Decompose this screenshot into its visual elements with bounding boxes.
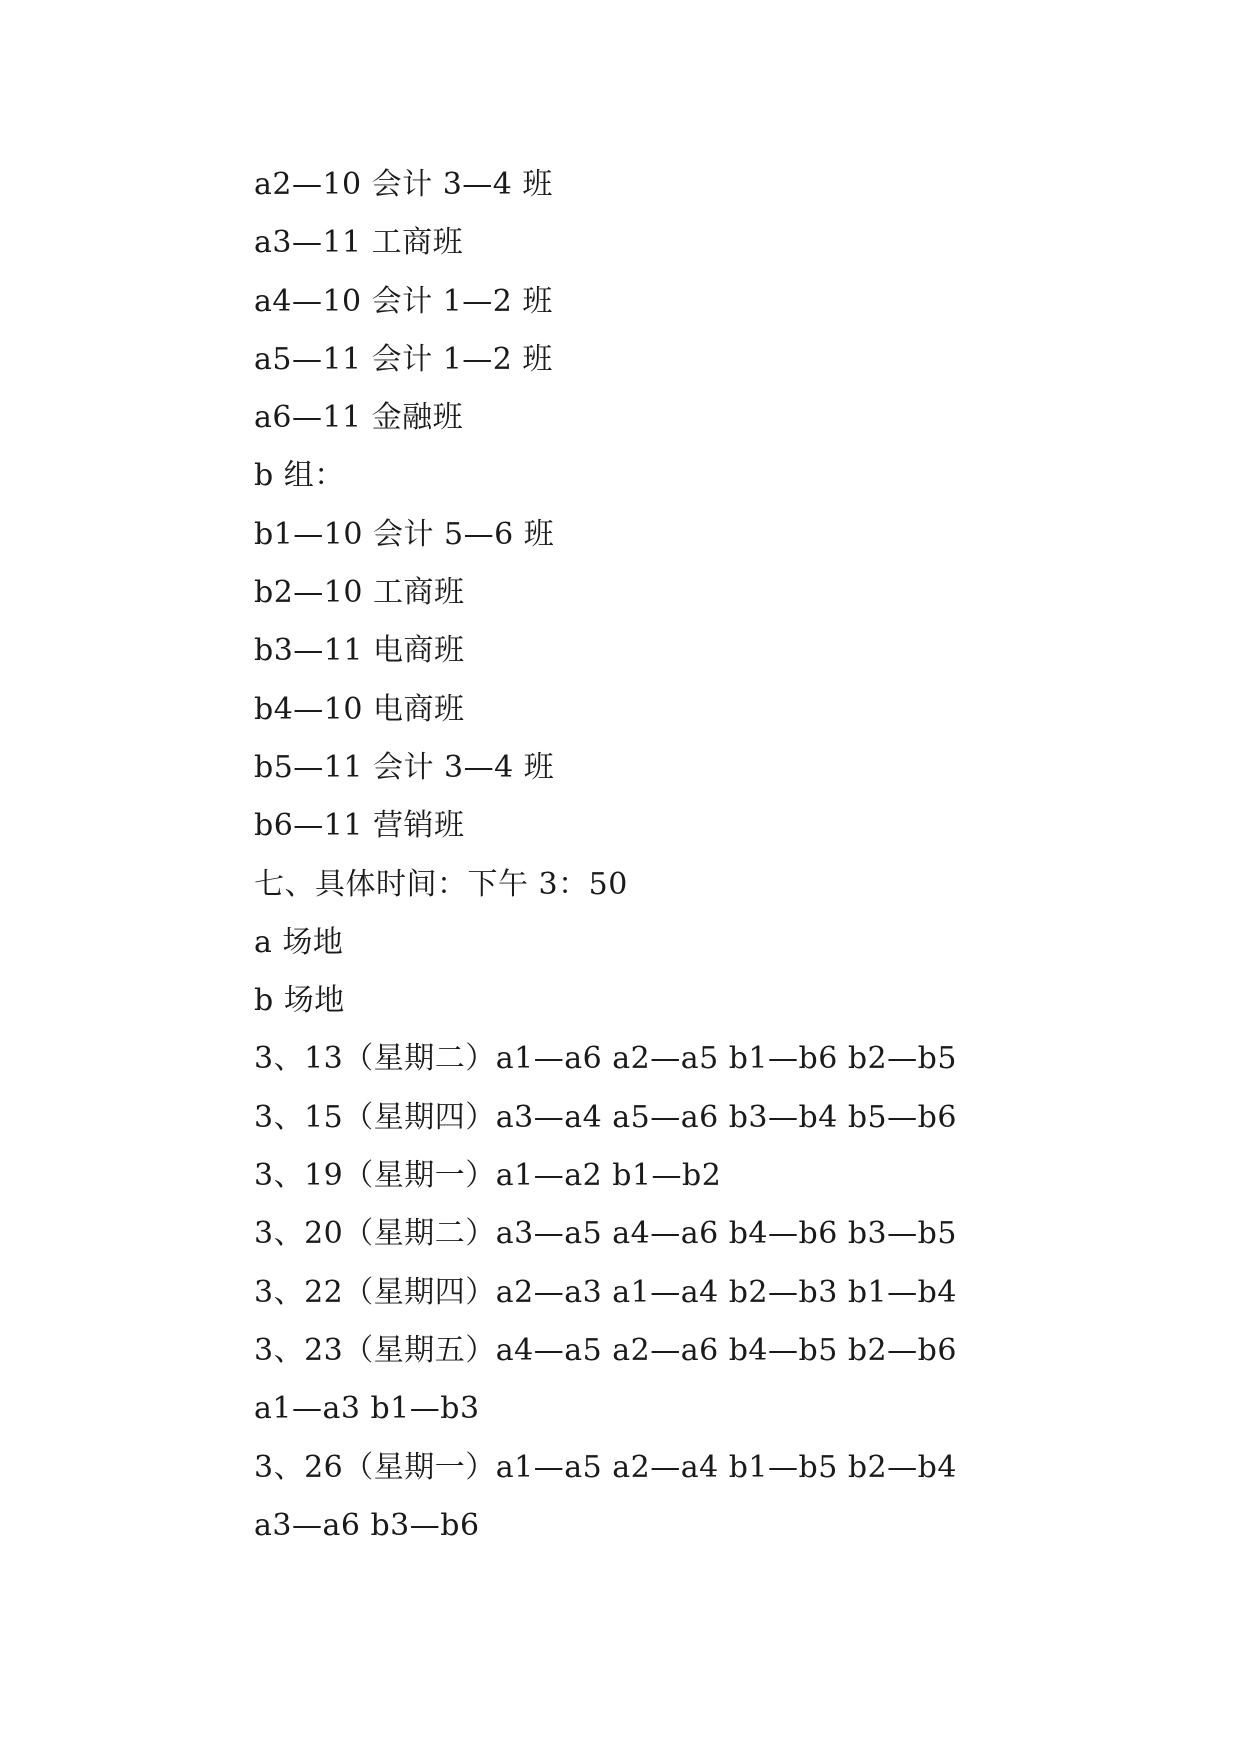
text-line: a2—10 会计 3—4 班: [254, 167, 553, 202]
schedule-line: 3、19（星期一）a1—a2 b1—b2: [254, 1158, 722, 1194]
text-line: a5—11 会计 1—2 班: [254, 341, 553, 377]
schedule-line: a1—a3 b1—b3: [254, 1391, 480, 1427]
text-line: a4—10 会计 1—2 班: [254, 283, 553, 319]
document-body: [254, 156, 1154, 1555]
text-line: b4—10 电商班: [254, 691, 465, 727]
schedule-line: 3、20（星期二）a3—a5 a4—a6 b4—b6 b3—b5: [254, 1216, 957, 1252]
text-line: a 场地: [254, 924, 344, 960]
schedule-line: 3、13（星期二）a1—a6 a2—a5 b1—b6 b2—b5: [254, 1041, 957, 1077]
text-line: b5—11 会计 3—4 班: [254, 749, 555, 785]
schedule-line: 3、22（星期四）a2—a3 a1—a4 b2—b3 b1—b4: [254, 1274, 957, 1310]
text-line: b3—11 电商班: [254, 633, 465, 669]
text-line: b2—10 工商班: [254, 575, 465, 611]
schedule-line: 3、23（星期五）a4—a5 a2—a6 b4—b5 b2—b6: [254, 1332, 957, 1368]
schedule-line: a3—a6 b3—b6: [254, 1507, 480, 1543]
schedule-line: 3、26（星期一）a1—a5 a2—a4 b1—b5 b2—b4: [254, 1449, 957, 1485]
schedule-line: 3、15（星期四）a3—a4 a5—a6 b3—b4 b5—b6: [254, 1099, 957, 1135]
text-line: b 场地: [254, 983, 345, 1019]
section-heading: 七、具体时间：下午 3：50: [254, 866, 628, 902]
text-line: a6—11 金融班: [254, 400, 464, 436]
group-heading: b 组：: [254, 458, 345, 494]
text-line: b1—10 会计 5—6 班: [254, 516, 555, 552]
text-line: a3—11 工商班: [254, 225, 464, 261]
text-line: b6—11 营销班: [254, 808, 465, 844]
